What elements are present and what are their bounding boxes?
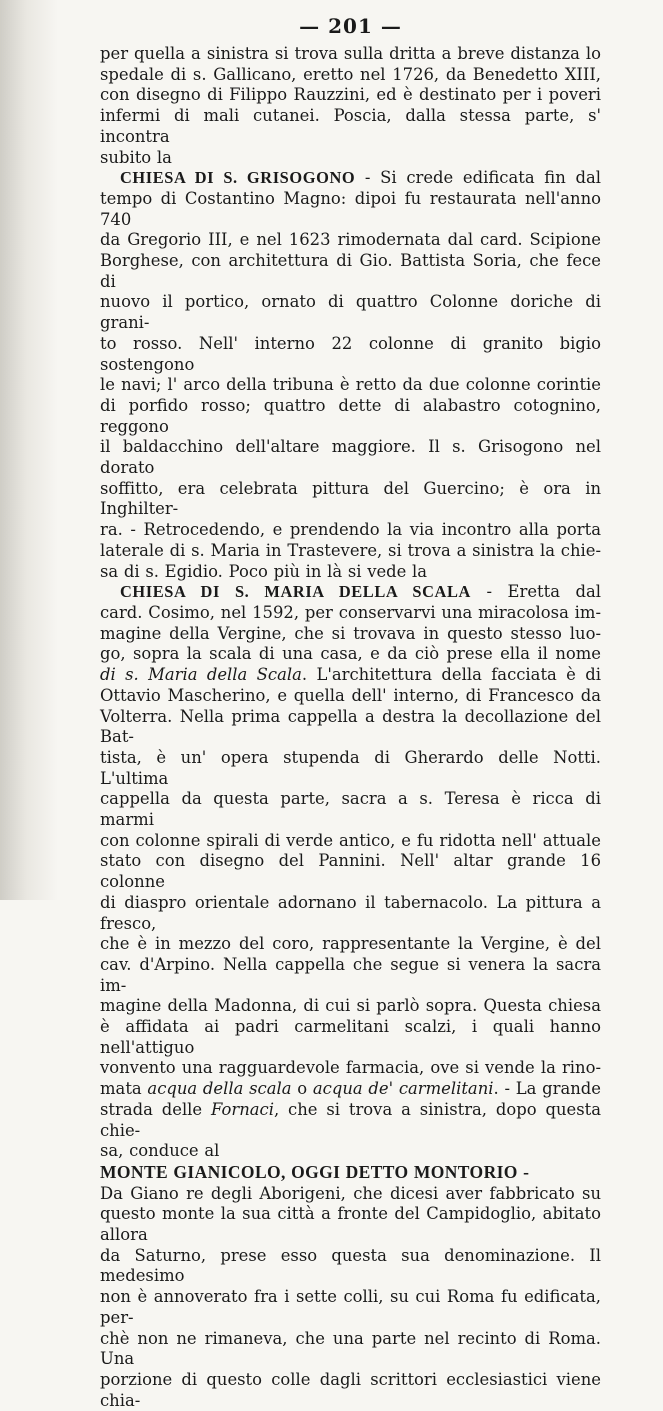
text-line: sa, conduce al — [100, 1141, 220, 1161]
section-heading-grisogono: CHIESA DI S. GRISOGONO — [120, 168, 356, 188]
text-line: è affidata ai padri carmelitani scalzi, i quali hanno nell'attiguo — [100, 1017, 601, 1057]
text-line: magine della Madonna, di cui si parlò sopra. Questa chiesa — [100, 996, 601, 1016]
page-gutter-shadow — [0, 0, 58, 900]
text-line: di s. Maria della Scala. L'architettura della facciata è di — [100, 665, 601, 685]
text-line: di diaspro orientale adornano il tabernacolo. La pittura a fresco, — [100, 892, 601, 933]
text-line: tempo di Costantino Magno: dipoi fu restaurata nell'anno 740 — [100, 188, 601, 229]
section-heading-scala: CHIESA DI S. MARIA DELLA SCALA — [120, 582, 471, 602]
text-line: per quella a sinistra si trova sulla dritta a breve distanza lo — [100, 44, 601, 63]
section-heading-line — [100, 1162, 601, 1184]
text-line: con colonne spirali di verde antico, e fu ridotta nell' attuale — [100, 830, 601, 850]
text-line: tista, è un' opera stupenda di Gherardo delle Notti. L'ultima — [100, 747, 601, 788]
text-line: Ottavio Mascherino, e quella dell' interno, di Francesco da — [100, 685, 601, 705]
text-line: soffitto, era celebrata pittura del Guercino; è ora in Inghilter- — [100, 478, 601, 519]
text-line: ra. - Retrocedendo, e prendendo la via incontro alla porta — [100, 520, 601, 540]
text-line: questo monte la sua città a fronte del Campidoglio, abitato allora — [100, 1204, 601, 1245]
text-line: sa di s. Egidio. Poco più in là si vede la — [100, 561, 428, 581]
text-line: chè non ne rimaneva, che una parte nel recinto di Roma. Una — [100, 1328, 601, 1369]
text-line: Borghese, con architettura di Gio. Battista Soria, che fece di — [100, 251, 601, 291]
text-line: da Gregorio III, e nel 1623 rimodernata dal card. Scipione — [100, 230, 601, 250]
text-line: non è annoverato fra i sette colli, su cui Roma fu edificata, per- — [100, 1287, 601, 1327]
text-line: con disegno di Filippo Rauzzini, ed è destinato per i poveri — [100, 85, 601, 105]
text-line: infermi di mali cutanei. Poscia, dalla stessa parte, s' incontra — [100, 106, 601, 146]
text-line: Da Giano re degli Aborigeni, che dicesi aver fabbricato su — [100, 1183, 601, 1203]
text-line: card. Cosimo, nel 1592, per conservarvi una miracolosa im- — [100, 602, 601, 622]
text-line: porzione di questo colle dagli scrittori ecclesiastici viene chia- — [100, 1370, 601, 1410]
text-line: mata acqua della scala o acqua de' carmelitani. - La grande — [100, 1079, 601, 1099]
section-heading-line: CHIESA DI S. GRISOGONO - Si crede edificata fin dal — [120, 168, 601, 188]
text-line: to rosso. Nell' interno 22 colonne di granito bigio sostengono — [100, 333, 601, 374]
text-line: da Saturno, prese esso questa sua denominazione. Il medesimo — [100, 1245, 601, 1286]
text-line: subito la — [100, 147, 172, 167]
text-line: stato con disegno del Pannini. Nell' altar grande 16 colonne — [100, 851, 601, 892]
text-line: le navi; l' arco della tribuna è retto da due colonne corintie — [100, 375, 601, 395]
section-heading-line: CHIESA DI S. MARIA DELLA SCALA - Eretta dal — [120, 582, 601, 602]
text-line: il baldacchino dell'altare maggiore. Il s. Grisogono nel dorato — [100, 437, 601, 478]
text-line: laterale di s. Maria in Trastevere, si trova a sinistra la chie- — [100, 540, 601, 560]
text-line: magine della Vergine, che si trovava in questo stesso luo- — [100, 623, 601, 643]
text-line: strada delle Fornaci, che si trova a sinistra, dopo questa chie- — [100, 1099, 602, 1140]
page-number: — 201 — — [299, 14, 402, 38]
text-line: go, sopra la scala di una casa, e da ciò prese ella il nome — [100, 644, 601, 664]
section-heading-gianicolo: MONTE GIANICOLO, OGGI DETTO MONTORIO - — [100, 1161, 530, 1182]
text-line: Volterra. Nella prima cappella a destra la decollazione del Bat- — [100, 706, 601, 747]
text-line: che è in mezzo del coro, rappresentante la Vergine, è del — [100, 934, 601, 954]
text-line: spedale di s. Gallicano, eretto nel 1726, da Benedetto XIII, — [100, 64, 601, 84]
text-line: cappella da questa parte, sacra a s. Teresa è ricca di marmi — [100, 789, 601, 830]
text-line: cav. d'Arpino. Nella cappella che segue si venera la sacra im- — [100, 954, 601, 995]
text-line: vonvento una ragguardevole farmacia, ove si vende la rino- — [100, 1058, 601, 1078]
text-line: nuovo il portico, ornato di quattro Colonne doriche di grani- — [100, 292, 601, 333]
page-body — [100, 44, 601, 1411]
text-line: di porfido rosso; quattro dette di alabastro cotognino, reggono — [100, 395, 601, 436]
